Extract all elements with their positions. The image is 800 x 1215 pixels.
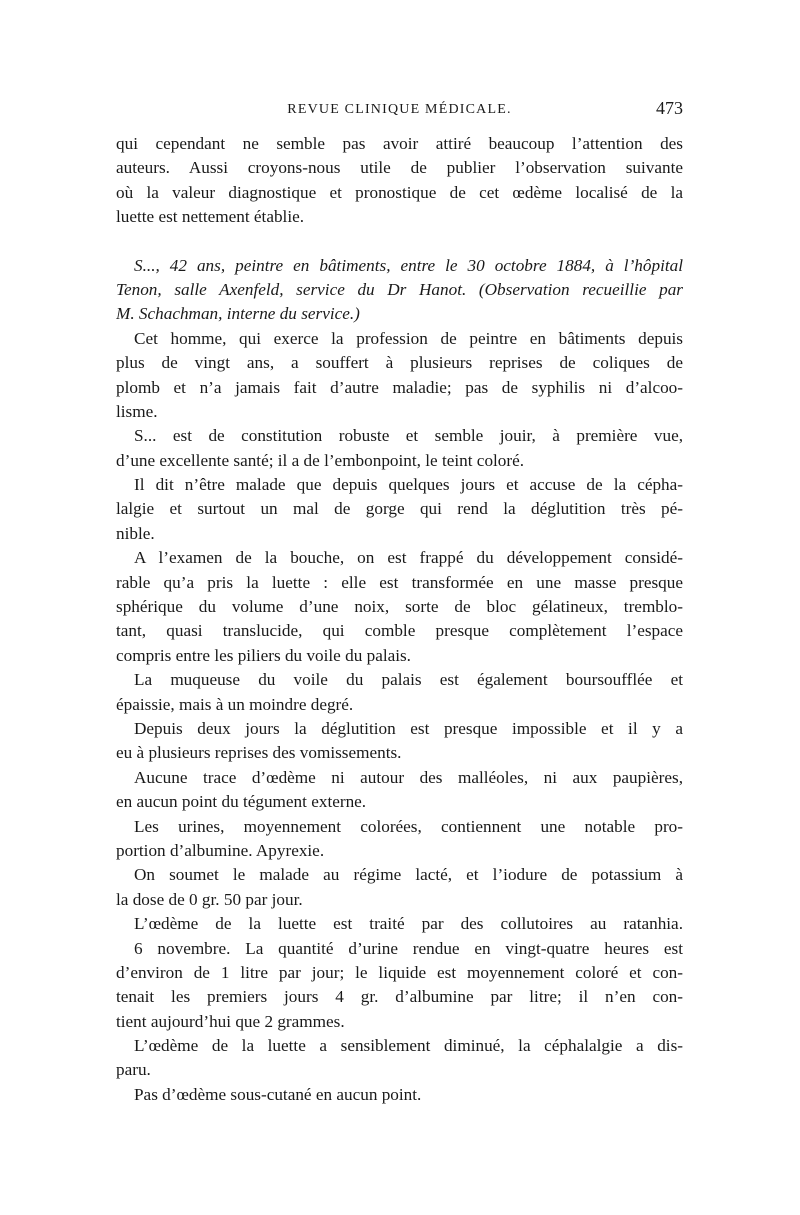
intro-line: auteurs. Aussi croyons-nous utile de publier l’observation suivante bbox=[116, 158, 683, 178]
body-line: d’environ de 1 litre par jour; le liquide est moyennement coloré et con- bbox=[116, 962, 683, 982]
running-head bbox=[116, 98, 683, 124]
body-line: Aucune trace d’œdème ni autour des malléoles, ni aux paupières, bbox=[134, 767, 683, 787]
body-line: d’une excellente santé; il a de l’embonpoint, le teint coloré. bbox=[116, 450, 525, 470]
running-title: REVUE CLINIQUE MÉDICALE. bbox=[287, 102, 512, 117]
intro-line: qui cependant ne semble pas avoir attiré beaucoup l’attention des bbox=[116, 134, 683, 153]
body-line: rable qu’a pris la luette : elle est transformée en une masse presque bbox=[116, 572, 683, 592]
body-line: S... est de constitution robuste et semble jouir, à première vue, bbox=[134, 426, 683, 446]
body-line: portion d’albumine. Apyrexie. bbox=[116, 840, 325, 860]
case-heading-line: S..., 42 ans, peintre en bâtiments, entre le 30 octobre 1884, à l’hôpital bbox=[134, 255, 683, 275]
body-line: la dose de 0 gr. 50 par jour. bbox=[116, 889, 303, 909]
body-line: eu à plusieurs reprises des vomissements. bbox=[116, 743, 402, 763]
case-heading-line: Tenon, salle Axenfeld, service du Dr Hanot. (Observation recueillie par bbox=[116, 279, 683, 299]
body-line: lalgie et surtout un mal de gorge qui rend la déglutition très pé- bbox=[116, 499, 683, 519]
body-line: La muqueuse du voile du palais est également boursoufflée et bbox=[134, 670, 683, 690]
body-line: en aucun point du tégument externe. bbox=[116, 792, 367, 812]
body-line: lisme. bbox=[116, 401, 158, 421]
body-line: nible. bbox=[116, 523, 155, 543]
body-line: 6 novembre. La quantité d’urine rendue en vingt-quatre heures est bbox=[134, 938, 683, 958]
text-block bbox=[116, 132, 683, 1107]
body-line: Pas d’œdème sous-cutané en aucun point. bbox=[134, 1084, 422, 1104]
body-line: L’œdème de la luette est traité par des collutoires au ratanhia. bbox=[134, 914, 683, 934]
body-line: tenait les premiers jours 4 gr. d’albumine par litre; il n’en con- bbox=[116, 987, 683, 1007]
body-line: L’œdème de la luette a sensiblement diminué, la céphalalgie a dis- bbox=[134, 1036, 683, 1056]
intro-line: où la valeur diagnostique et pronostique de cet œdème localisé de la bbox=[116, 182, 683, 202]
body-line: Depuis deux jours la déglutition est presque impossible et il y a bbox=[134, 718, 683, 738]
body-line: sphérique du volume d’une noix, sorte de bloc gélatineux, tremblo- bbox=[116, 597, 683, 617]
body-line: tant, quasi translucide, qui comble presque complètement l’espace bbox=[116, 621, 683, 641]
paragraph-gap bbox=[116, 230, 683, 254]
case-heading-line: M. Schachman, interne du service.) bbox=[116, 304, 360, 324]
body-line: On soumet le malade au régime lacté, et l’iodure de potassium à bbox=[134, 865, 683, 885]
intro-line: luette est nettement établie. bbox=[116, 207, 305, 227]
page-number: 473 bbox=[656, 98, 683, 118]
body-line: Les urines, moyennement colorées, contiennent une notable pro- bbox=[134, 816, 683, 836]
body-line: tient aujourd’hui que 2 grammes. bbox=[116, 1011, 345, 1031]
body-line: A l’examen de la bouche, on est frappé du développement considé- bbox=[134, 548, 683, 568]
body-line: plomb et n’a jamais fait d’autre maladie; pas de syphilis ni d’alcoo- bbox=[116, 377, 683, 397]
body-line: Il dit n’être malade que depuis quelques jours et accuse de la cépha- bbox=[134, 475, 683, 495]
body-line: épaissie, mais à un moindre degré. bbox=[116, 694, 354, 714]
body-line: compris entre les piliers du voile du palais. bbox=[116, 645, 411, 665]
body-line: Cet homme, qui exerce la profession de peintre en bâtiments depuis bbox=[134, 328, 683, 348]
body-line: paru. bbox=[116, 1060, 151, 1080]
body-line: plus de vingt ans, a souffert à plusieurs reprises de coliques de bbox=[116, 353, 683, 373]
